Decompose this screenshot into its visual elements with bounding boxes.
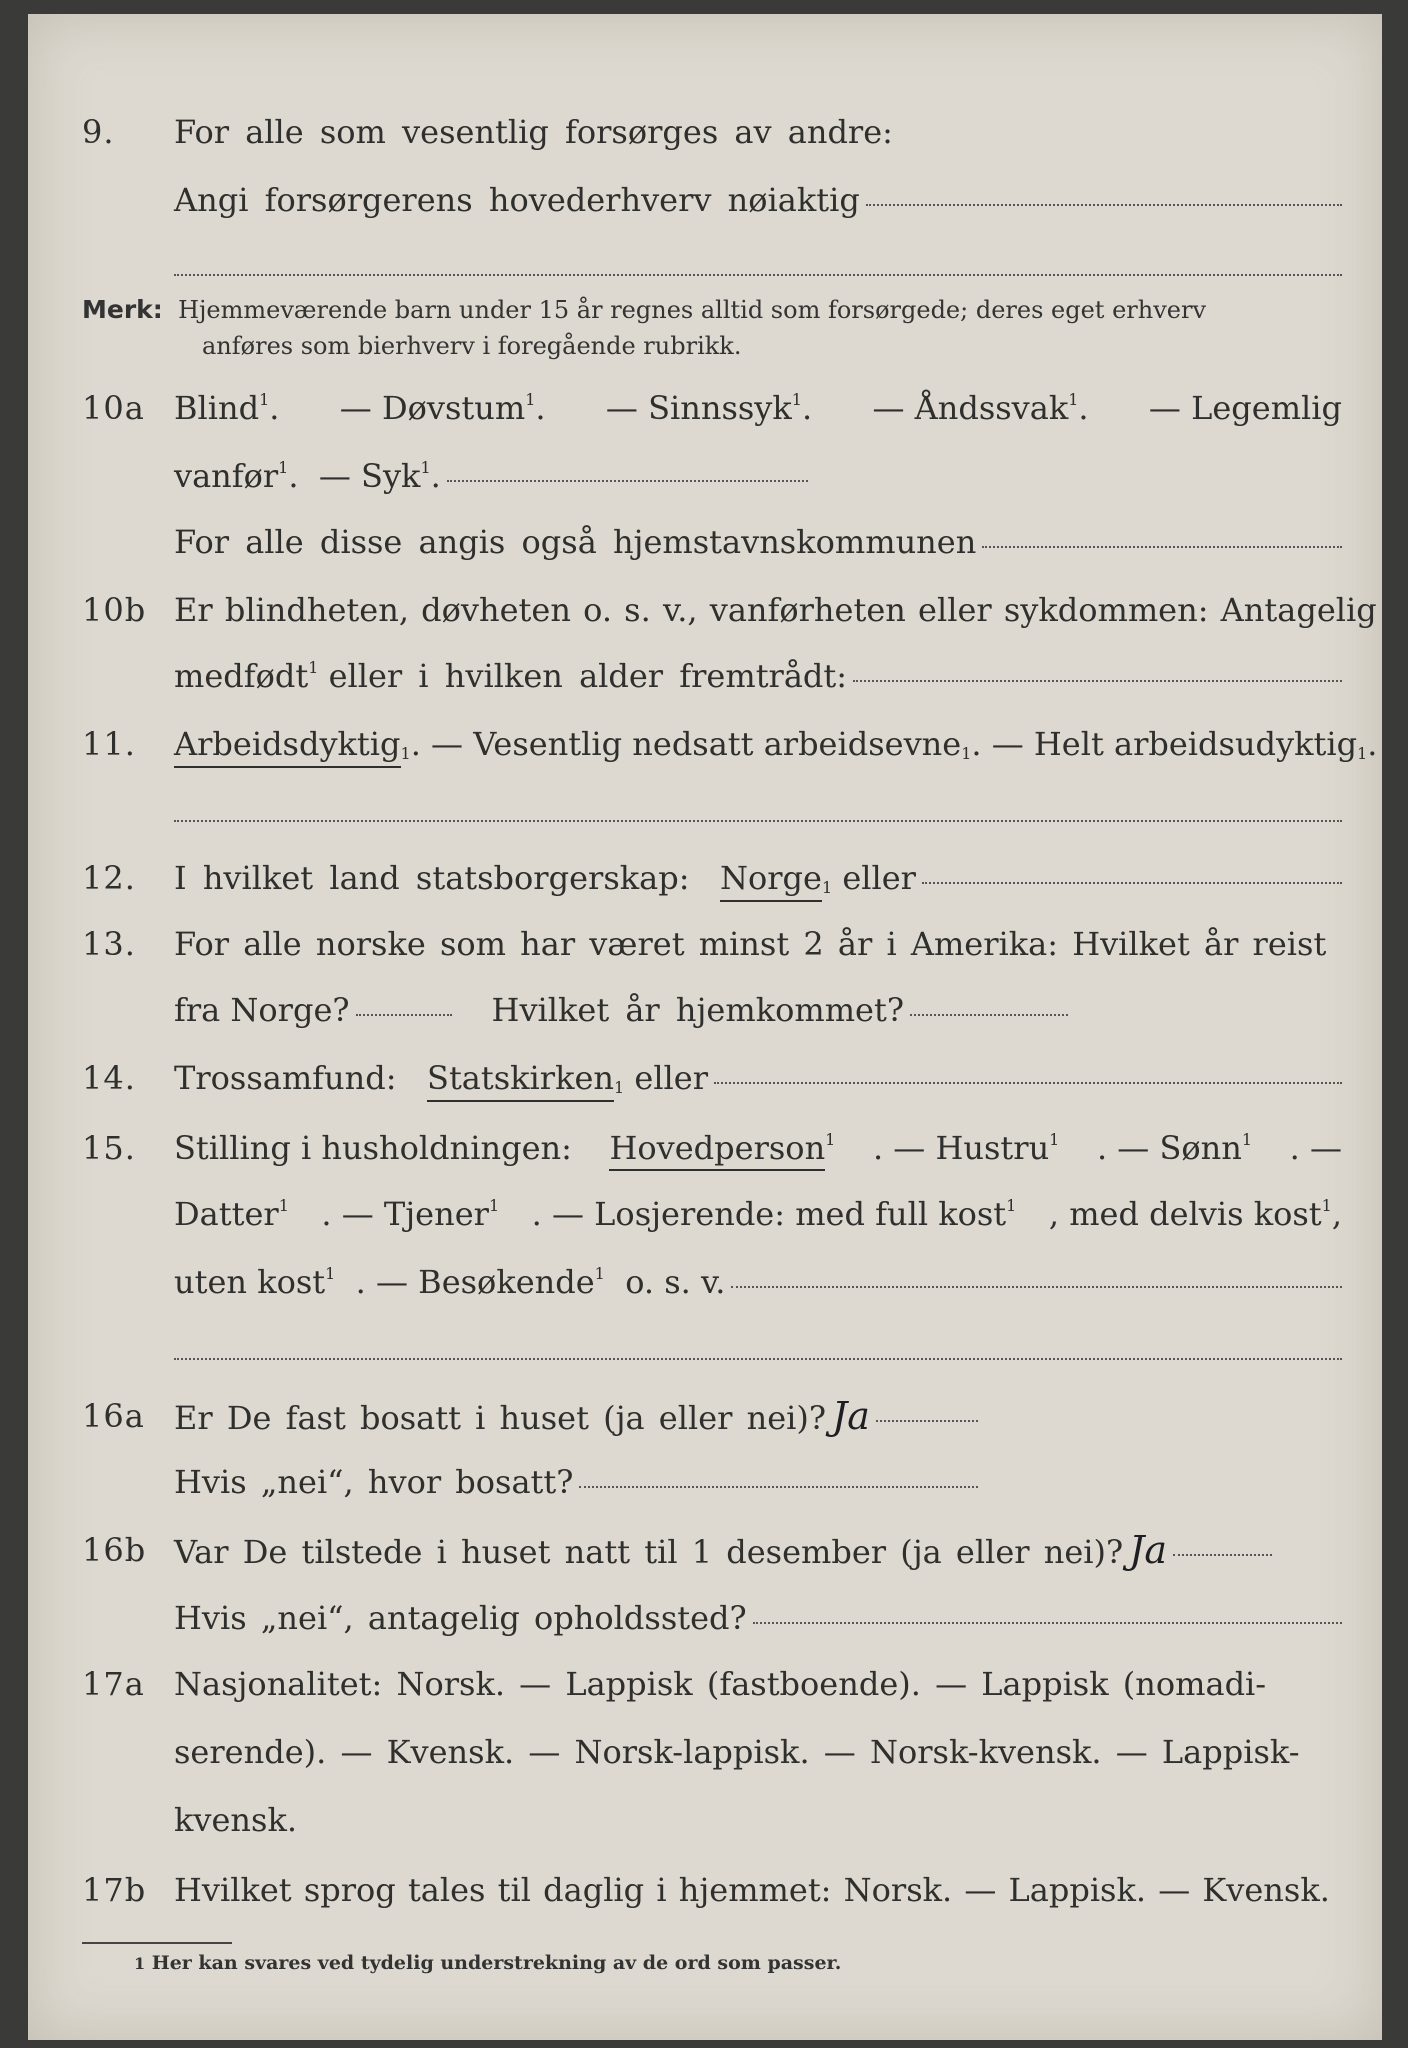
- q9-answer-line-2[interactable]: [174, 272, 1342, 276]
- q10b-question: Er blindheten, døvheten o. s. v., vanførheten eller sykdommen: Antagelig: [174, 591, 1377, 629]
- q14-number: 14.: [82, 1059, 136, 1097]
- q12-number: 12.: [82, 859, 136, 897]
- option-legemlig[interactable]: — Legemlig: [1148, 389, 1342, 427]
- footnote-text: Her kan svares ved tydelig understrekning av de ord som passer.: [151, 1952, 842, 1974]
- option-delvis-kost[interactable]: , med delvis kost$^1$,: [1048, 1195, 1342, 1233]
- option-losjerende-full-kost[interactable]: . — Losjerende: med full kost$^1$: [531, 1195, 1017, 1233]
- q9-occupation-label: Angi forsørgerens hovederhverv nøiaktig: [174, 181, 860, 219]
- note-line1: Hjemmeværende barn under 15 år regnes alltid som forsørgede; deres eget erhverv: [178, 296, 1207, 324]
- q10b-line1: [0, 590, 1408, 630]
- q10a-line1: [0, 388, 1408, 428]
- note-label: Merk:: [82, 295, 163, 324]
- q13-line1: [0, 924, 1408, 964]
- q14-answer-line[interactable]: [714, 1058, 1342, 1084]
- option-arbeidsdyktig-underlined[interactable]: Arbeidsdyktig: [174, 724, 401, 768]
- option-medfodt[interactable]: medfødt$^1$: [174, 657, 319, 695]
- q17b-line: [0, 1870, 1408, 1910]
- q16b-number: 16b: [82, 1531, 147, 1569]
- q11-number: 11.: [82, 725, 136, 763]
- note-block: [82, 292, 1352, 364]
- q10a-municipality-line[interactable]: [982, 522, 1342, 548]
- q10a-number: 10a: [82, 389, 145, 427]
- q16a-line1: [0, 1396, 1408, 1436]
- option-syk[interactable]: — Syk$^1$.: [318, 457, 441, 495]
- q13-number: 13.: [82, 925, 136, 963]
- q16a-number: 16a: [82, 1397, 145, 1435]
- option-andssvak[interactable]: — Åndssvak$^1$.: [872, 389, 1089, 427]
- q10a-line3: [0, 522, 1408, 562]
- q13-line2: [0, 990, 1408, 1030]
- q17a-options-2[interactable]: serende). — Kvensk. — Norsk-lappisk. — Norsk-kvensk. — Lappisk-: [174, 1733, 1300, 1771]
- q10a-answer-line[interactable]: [447, 456, 808, 482]
- q10a-home-municipality-label: For alle disse angis også hjemstavnskommunen: [174, 523, 977, 561]
- q16b-answer-line[interactable]: [1173, 1530, 1272, 1556]
- q17a-number: 17a: [82, 1665, 145, 1703]
- note-line2: anføres som bierhverv i foregående rubrikk.: [202, 332, 742, 360]
- q11-answer-line[interactable]: [174, 818, 1342, 822]
- q17a-line3: [0, 1800, 1408, 1840]
- q16a-question: Er De fast bosatt i huset (ja eller nei)?: [174, 1399, 827, 1437]
- q9-line1: [0, 112, 1408, 152]
- option-besokende[interactable]: . — Besøkende$^1$: [355, 1263, 605, 1301]
- option-dovstum[interactable]: — Døvstum$^1$.: [339, 389, 546, 427]
- q17a-options-3[interactable]: kvensk.: [174, 1801, 297, 1839]
- option-datter[interactable]: Datter$^1$: [174, 1195, 289, 1233]
- q16a-line2: [0, 1462, 1408, 1502]
- q11-line: 11. Arbeidsdyktig $^1$ . — Vesentlig nedsatt arbeidsevne $^1$ . — Helt arbeidsudyktig $^1$ .: [0, 724, 1408, 764]
- q16a-followup-line[interactable]: [579, 1462, 978, 1488]
- q12-question: I hvilket land statsborgerskap:: [174, 859, 690, 897]
- q10a-line2: [0, 456, 1408, 496]
- q9-answer-line[interactable]: [866, 180, 1342, 206]
- q13-left-label: fra Norge?: [174, 991, 350, 1029]
- q16a-handwritten-answer[interactable]: Ja: [832, 1394, 870, 1438]
- q9-number: 9.: [82, 113, 115, 151]
- q17b-number: 17b: [82, 1871, 147, 1909]
- q10b-age-label: eller i hvilken alder fremtrådt:: [328, 657, 848, 695]
- q12-answer-line[interactable]: [922, 858, 1342, 884]
- option-hovedperson-underlined[interactable]: Hovedperson: [609, 1129, 825, 1171]
- footnote-rule: [82, 1942, 232, 1944]
- q16b-followup-line[interactable]: [753, 1598, 1342, 1624]
- q14-question: Trossamfund:: [174, 1059, 397, 1097]
- q10b-line2: [0, 656, 1408, 696]
- q10b-number: 10b: [82, 591, 147, 629]
- option-vanfor[interactable]: vanfør$^1$.: [174, 457, 299, 495]
- q17a-line2: [0, 1732, 1408, 1772]
- option-statskirken-underlined[interactable]: Statskirken: [427, 1058, 614, 1102]
- q15-osv: o. s. v.: [625, 1263, 726, 1301]
- q13-returned-year-line[interactable]: [910, 990, 1068, 1016]
- q17a-options-1[interactable]: Nasjonalitet: Norsk. — Lappisk (fastboende). — Lappisk (nomadi-: [174, 1665, 1267, 1703]
- q17a-line1: [0, 1664, 1408, 1704]
- q15-line2: [0, 1194, 1408, 1234]
- option-nedsatt-arbeidsevne[interactable]: . — Vesentlig nedsatt arbeidsevne: [410, 725, 962, 763]
- q15-answer-line[interactable]: [731, 1262, 1342, 1288]
- q13-question: For alle norske som har været minst 2 år i Amerika: Hvilket år reist: [174, 925, 1327, 963]
- q9-question: For alle som vesentlig forsørges av andre:: [174, 113, 893, 151]
- option-uten-kost[interactable]: uten kost$^1$: [174, 1263, 336, 1301]
- q16b-line2: [0, 1598, 1408, 1638]
- q15-answer-line-2[interactable]: [174, 1356, 1342, 1360]
- footnote: [134, 1952, 841, 1974]
- q15-question: Stilling i husholdningen:: [174, 1129, 572, 1167]
- q15-line3: [0, 1262, 1408, 1302]
- option-hustru[interactable]: . — Hustru$^1$: [872, 1129, 1060, 1167]
- q15-line1: 15. Stilling i husholdningen: Hovedperson$^1$ . — Hustru$^1$ . — Sønn$^1$ . —: [0, 1128, 1408, 1168]
- option-tjener[interactable]: . — Tjener$^1$: [321, 1195, 500, 1233]
- q16b-followup: Hvis „nei“, antagelig opholdssted?: [174, 1599, 747, 1637]
- q13-returned-label: Hvilket år hjemkommet?: [491, 991, 904, 1029]
- q9-line2: [0, 180, 1408, 220]
- q14-line: 14. Trossamfund: Statskirken $^1$ eller: [0, 1058, 1408, 1098]
- q16b-question: Var De tilstede i huset natt til 1 desember (ja eller nei)?: [174, 1533, 1124, 1571]
- footnote-marker: 1: [134, 1954, 146, 1973]
- q16b-line1: [0, 1530, 1408, 1570]
- option-sinnssyk[interactable]: — Sinnssyk$^1$.: [605, 389, 813, 427]
- q12-line: 12. I hvilket land statsborgerskap: Norge $^1$ eller: [0, 858, 1408, 898]
- option-blind[interactable]: Blind$^1$.: [174, 389, 280, 427]
- q14-eller: eller: [634, 1059, 709, 1097]
- option-arbeidsudyktig[interactable]: . — Helt arbeidsudyktig: [971, 725, 1358, 763]
- q10b-answer-line[interactable]: [853, 656, 1342, 682]
- q16a-answer-line[interactable]: [876, 1396, 978, 1422]
- q16b-handwritten-answer[interactable]: Ja: [1129, 1528, 1168, 1572]
- q16a-followup: Hvis „nei“, hvor bosatt?: [174, 1463, 574, 1501]
- q17b-question[interactable]: Hvilket sprog tales til daglig i hjemmet: Norsk. — Lappisk. — Kvensk.: [174, 1871, 1330, 1909]
- option-norge-underlined[interactable]: Norge: [720, 858, 822, 902]
- option-sonn[interactable]: . — Sønn$^1$: [1096, 1129, 1253, 1167]
- q15-number: 15.: [82, 1129, 136, 1167]
- q12-eller: eller: [842, 859, 916, 897]
- q13-left-year-line[interactable]: [356, 990, 452, 1016]
